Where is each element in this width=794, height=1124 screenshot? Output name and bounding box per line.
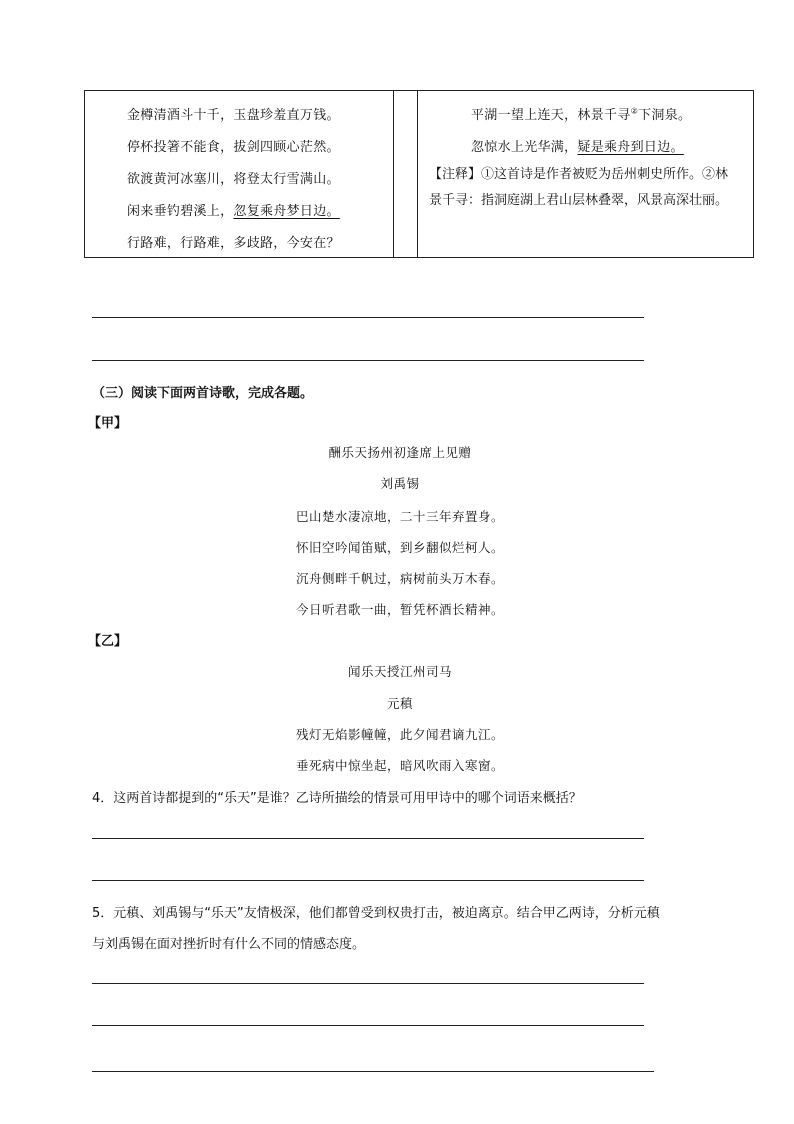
poem-a-tag: 【甲】 bbox=[88, 416, 128, 431]
poem-table bbox=[84, 90, 754, 258]
answer-line[interactable] bbox=[92, 880, 644, 881]
answer-line[interactable] bbox=[92, 360, 644, 361]
answer-line[interactable] bbox=[92, 1025, 644, 1026]
poem-b-line-1: 残灯无焰影幢幢，此夕闻君谪九江。 bbox=[295, 727, 504, 742]
poem-a-author: 刘禹锡 bbox=[380, 476, 420, 491]
right-poem-line-2 bbox=[471, 136, 684, 155]
right-poem-line-1-pre: 平湖一望上连天，林景千寻 bbox=[471, 108, 631, 123]
annotation-line-2: 景千寻：指洞庭湖上君山层林叠翠，风景高深壮丽。 bbox=[429, 193, 729, 208]
table-divider-left bbox=[393, 91, 394, 257]
left-poem-line-5: 行路难，行路难，多歧路，今安在？ bbox=[127, 236, 340, 251]
poem-a-line-1: 巴山楚水凄凉地，二十三年弃置身。 bbox=[295, 509, 504, 524]
table-cell-left-poem bbox=[85, 91, 393, 257]
annotation-line-1: 【注释】①这首诗是作者被贬为岳州刺史所作。②林 bbox=[429, 167, 729, 182]
right-poem-line-1 bbox=[471, 104, 691, 123]
answer-line[interactable] bbox=[92, 317, 644, 318]
left-poem-line-3: 欲渡黄河冰塞川，将登太行雪满山。 bbox=[127, 172, 340, 187]
right-poem-line-2-pre: 忽惊水上光华满， bbox=[471, 140, 578, 155]
left-poem-line-4-underlined: 忽复乘舟梦日边。 bbox=[233, 204, 340, 219]
question-4: 4．这两首诗都提到的“乐天”是谁？乙诗所描绘的情景可用甲诗中的哪个词语来概括？ bbox=[92, 791, 582, 806]
footnote-marker: ② bbox=[630, 106, 639, 116]
poem-a-line-3: 沉舟侧畔千帆过，病树前头万木春。 bbox=[295, 571, 504, 586]
left-poem-line-4 bbox=[127, 200, 340, 219]
question-5-line-1: 5．元稹、刘禹锡与“乐天”友情极深，他们都曾受到权贵打击，被迫离京。结合甲乙两诗，分析元稹 bbox=[92, 906, 660, 921]
section-heading: （三）阅读下面两首诗歌，完成各题。 bbox=[92, 386, 314, 401]
answer-line[interactable] bbox=[92, 838, 644, 839]
right-poem-line-1-post: 下洞泉。 bbox=[638, 108, 692, 123]
answer-line[interactable] bbox=[92, 1071, 654, 1072]
poem-b-tag: 【乙】 bbox=[88, 634, 128, 649]
left-poem-line-1: 金樽清酒斗十千，玉盘珍羞直万钱。 bbox=[127, 108, 340, 123]
poem-b-author: 元稹 bbox=[386, 696, 413, 711]
left-poem-line-4-pre: 闲来垂钓碧溪上， bbox=[127, 204, 234, 219]
table-cell-right-poem bbox=[417, 91, 753, 257]
poem-a-line-4: 今日听君歌一曲，暂凭杯酒长精神。 bbox=[295, 602, 504, 617]
answer-line[interactable] bbox=[92, 983, 644, 984]
poem-b-title: 闻乐天授江州司马 bbox=[347, 664, 452, 679]
question-5-line-2: 与刘禹锡在面对挫折时有什么不同的情感态度。 bbox=[92, 937, 366, 952]
left-poem-line-2: 停杯投箸不能食，拔剑四顾心茫然。 bbox=[127, 140, 340, 155]
right-poem-line-2-underlined: 疑是乘舟到日边。 bbox=[577, 140, 684, 155]
poem-a-title: 酬乐天扬州初逢席上见赠 bbox=[328, 445, 472, 460]
poem-a-line-2: 怀旧空吟闻笛赋，到乡翻似烂柯人。 bbox=[295, 540, 504, 555]
poem-b-line-2: 垂死病中惊坐起，暗风吹雨入寒窗。 bbox=[295, 758, 504, 773]
